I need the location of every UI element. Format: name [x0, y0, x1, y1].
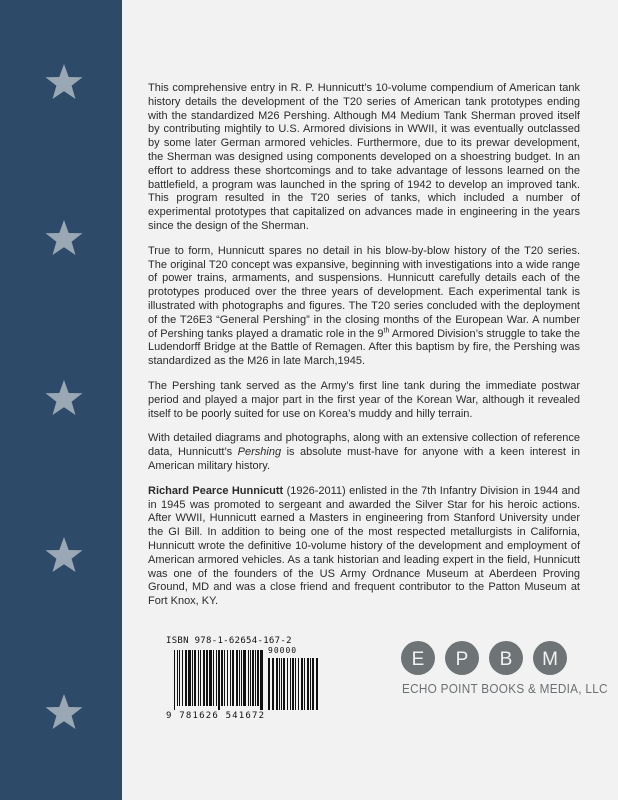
publisher-monogram: [398, 640, 578, 680]
logo-letter-p: P: [455, 649, 469, 670]
star-icon: [44, 218, 84, 258]
logo-letter-b: B: [499, 649, 513, 670]
left-band: [0, 0, 122, 800]
paragraph-history: [148, 245, 580, 369]
logo-letter-e: E: [411, 649, 425, 670]
logo-letter-m: M: [542, 649, 558, 670]
isbn-barcode: [166, 636, 326, 724]
author-name: Richard Pearce Hunnicutt: [148, 484, 284, 497]
star-icon: [44, 378, 84, 418]
barcode-icon: [166, 648, 326, 710]
publisher-name: ECHO POINT BOOKS & MEDIA, LLC: [402, 682, 608, 696]
barcode-addon-number: 90000: [268, 646, 298, 655]
paragraph-intro: This comprehensive entry in R. P. Hunnicutt’s 10-volume compendium of American tank history details the development of the T20 series of American tank prototypes ending with the standardized M26 Pershing. Although M4 Medium Tank Sherman proved itself by contributing mightily to U.S. Armored divisions in WWII, it was eventually outclassed by some later German armored vehicles. Furthermore, due to its prewar development, the Sherman was designed using components developed on a shoestring budget. In an effort to address these shortcomings and to take advantage of lessons learned on the battlefield, a program was launched in the spring of 1942 to develop an improved tank. This program resulted in the T20 series of tanks, which included a number of experimental prototypes that capitalized on advances made in engineering in the years since the design of the Sherman.: [148, 82, 580, 232]
author-bio-text: (1926-2011) enlisted in the 7th Infantry Division in 1944 and in 1945 was promoted to sergeant and awarded the Silver Star for his heroic actions. After WWII, Hunnicutt earned a Masters in engineering from Stanford University under the GI Bill. In addition to being one of the most respected metallurgists in California, Hunnicutt wrote the definitive 10-volume history of the development and employment of American armored vehicles. As a tank historian and leading expert in the field, Hunnicutt was one of the founders of the US Army Ordnance Museum at Aberdeen Proving Ground, MD and was a close friend and frequent contributor to the Patton Museum at Fort Knox, KY.: [148, 484, 580, 608]
description-text: [148, 82, 580, 620]
paragraph-history-text-2: Armored Division’s struggle to take the Ludendorff Bridge at the Battle of Remagen. After this baptism by fire, the Pershing was standardized as the M26 in late March,1945.: [148, 327, 580, 368]
paragraph-summary-text-1: With detailed diagrams and photographs, along with an extensive collection of reference data, Hunnicutt’s: [148, 432, 580, 459]
isbn-label: ISBN 978-1-62654-167-2: [166, 636, 292, 646]
book-title-italic: Pershing: [237, 446, 282, 459]
paragraph-summary-text-2: is absolute must-have for anyone with a keen interest in American military history.: [148, 446, 580, 472]
star-icon: [44, 692, 84, 732]
star-icon: [44, 62, 84, 102]
paragraph-history-text-1: True to form, Hunnicutt spares no detail in his blow-by-blow history of the T20 series. The original T20 concept was expansive, beginning with investigations into a wide range of power trains, armaments, and suspensions. Hunnicutt carefully details each of the prototypes produced over the three years of development. Each experimental tank is illustrated with photographs and figures. The T20 series concluded with the deployment of the T26E3 “General Pershing” in the closing months of the European War. A number of Pershing tanks played a dramatic role in the 9: [148, 244, 580, 340]
author-bio: [148, 485, 580, 609]
publisher-logo: [398, 640, 608, 700]
paragraph-summary: [148, 432, 580, 473]
barcode-ean-number: 9 781626 541672: [166, 711, 266, 721]
paragraph-postwar: The Pershing tank served as the Army’s first line tank during the immediate postwar period and played a major part in the first year of the Korean War, although it revealed itself to be poorly suited for use on Korea’s muddy and hilly terrain.: [148, 379, 580, 420]
ordinal-superscript: th: [383, 326, 390, 334]
star-icon: [44, 535, 84, 575]
